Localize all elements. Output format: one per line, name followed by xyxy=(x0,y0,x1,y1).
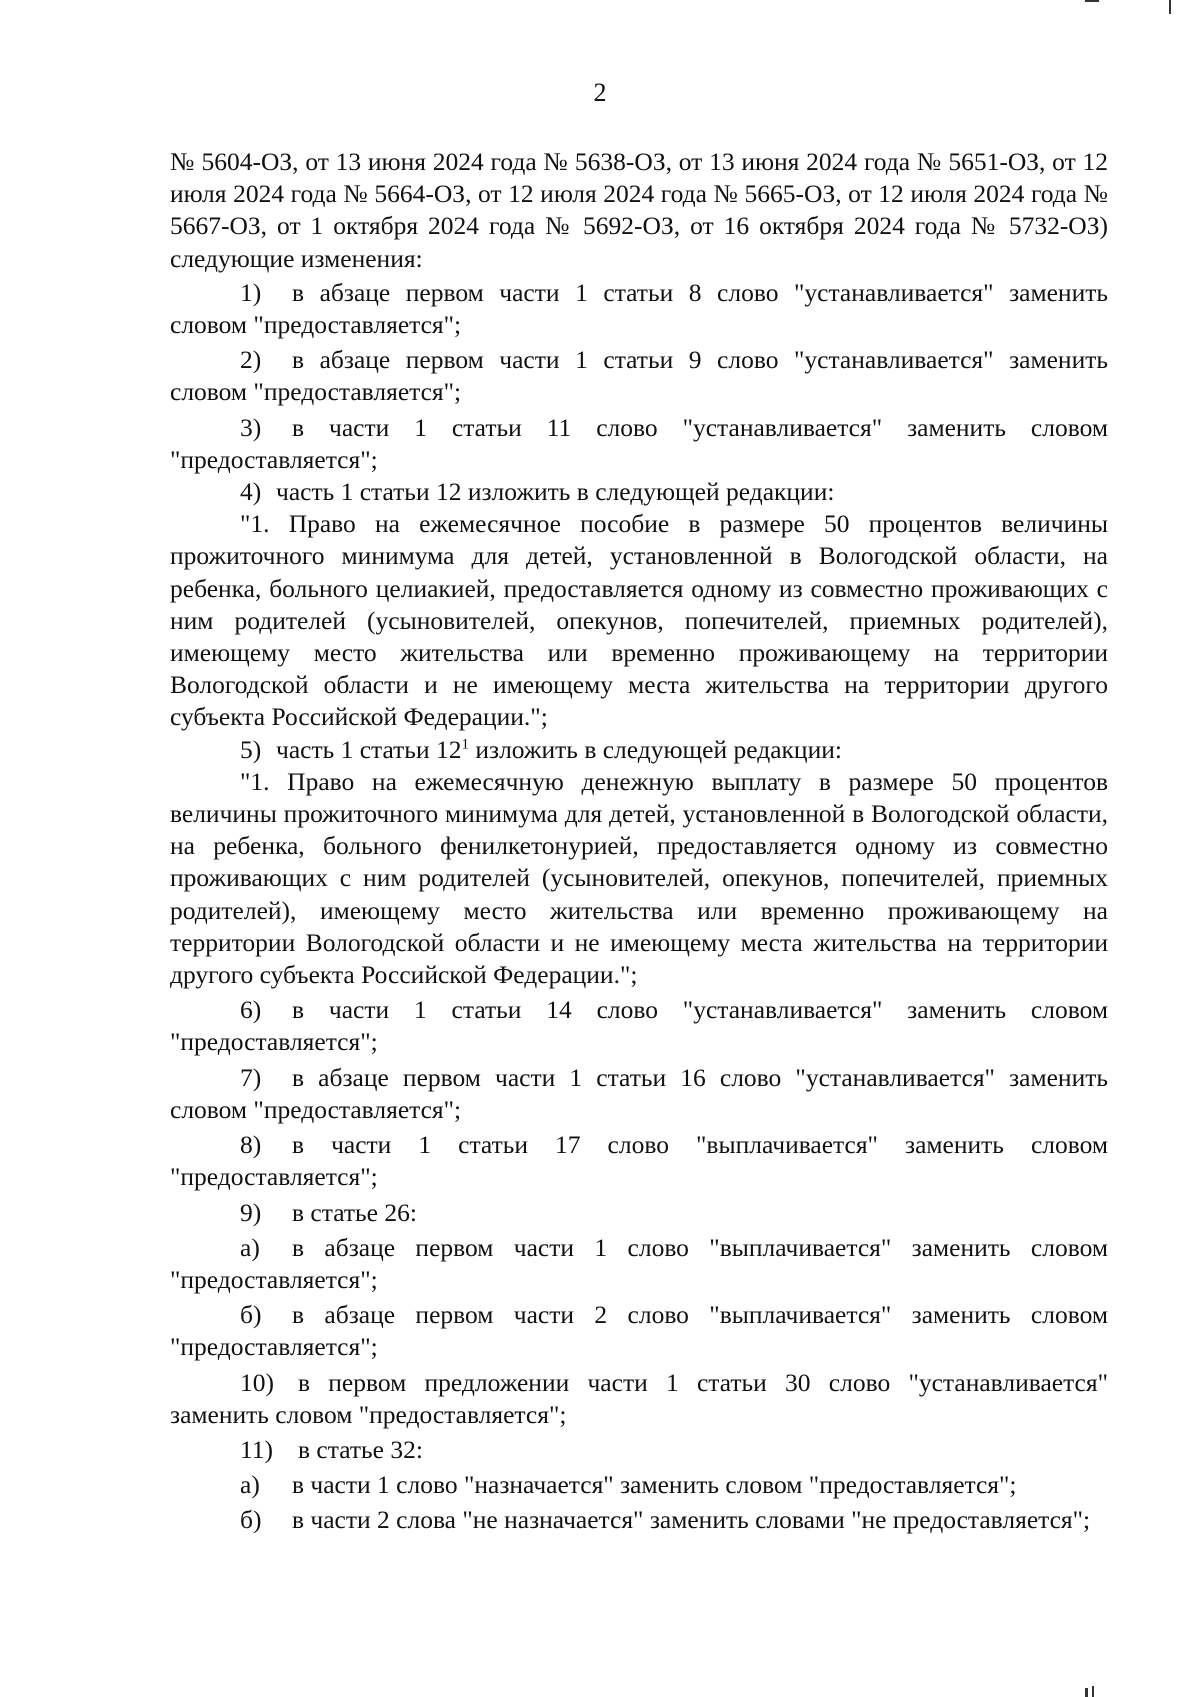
item-text: в статье 26: xyxy=(292,1197,417,1227)
item-text: в статье 32: xyxy=(298,1434,423,1464)
item-text: в части 2 слова "не назначается" заменить словами "не предоставляется"; xyxy=(292,1505,1091,1535)
item-number: б) xyxy=(240,1505,262,1535)
amendment-subitem-9b xyxy=(170,1299,1108,1363)
amendment-item-6 xyxy=(170,994,1108,1058)
scan-mark-top-right xyxy=(1169,0,1171,14)
item-text-after: изложить в следующей редакции: xyxy=(468,734,842,764)
amendment-item-8 xyxy=(170,1129,1108,1193)
scan-mark-top xyxy=(1085,0,1099,2)
item-number: 7) xyxy=(240,1062,262,1092)
item-superscript: 1 xyxy=(461,736,469,753)
item-number: 10) xyxy=(240,1367,274,1397)
item-text: в части 1 статьи 14 слово "устанавливается" заменить словом "предоставляется"; xyxy=(170,995,1108,1057)
amendment-item-10 xyxy=(170,1367,1108,1431)
item-number: 9) xyxy=(240,1197,262,1227)
amendment-item-7 xyxy=(170,1062,1108,1126)
item-text: в части 1 статьи 11 слово "устанавливается" заменить словом "предоставляется"; xyxy=(170,412,1108,474)
item-number: 8) xyxy=(240,1130,262,1160)
quoted-text-article-12: "1. Право на ежемесячное пособие в размере 50 процентов величины прожиточного минимума для детей, установленной в Вологодской области, на ребенка, больного целиакией, предоставляется одному из совместно проживающих с ним родителей (усыновителей, опекунов, попечителей, приемных родителей), имеющему место жительства или временно проживающему на территории Вологодской области и не имеющему места жительства на территории другого субъекта Российской Федерации."; xyxy=(170,509,1108,732)
amendment-subitem-11a xyxy=(170,1469,1108,1501)
quoted-text-article-12-1: "1. Право на ежемесячную денежную выплату в размере 50 процентов величины прожиточного минимума для детей, установленной в Вологодской области, на ребенка, больного фенилкетонурией, предоставляется одному из совместно проживающих с ним родителей (усыновителей, опекунов, попечителей, приемных родителей), имеющему место жительства или временно проживающему на территории Вологодской области и не имеющему места жительства на территории другого субъекта Российской Федерации."; xyxy=(170,766,1108,990)
item-number: 6) xyxy=(240,995,262,1025)
item-number: б) xyxy=(240,1300,262,1330)
amendment-item-5 xyxy=(170,734,1108,766)
item-text: в абзаце первом части 1 статьи 16 слово "устанавливается" заменить словом "предоставляется"; xyxy=(170,1062,1108,1124)
item-text: в абзаце первом части 1 статьи 9 слово "устанавливается" заменить словом "предоставляется"; xyxy=(170,345,1108,407)
item-number: а) xyxy=(240,1470,260,1500)
item-text: в абзаце первом части 1 слово "выплачивается" заменить словом "предоставляется"; xyxy=(170,1232,1108,1294)
item-text: в части 1 слово "назначается" заменить словом "предоставляется"; xyxy=(292,1470,1017,1500)
item-text: в первом предложении части 1 статьи 30 слово "устанавливается" заменить словом "предоставляется"; xyxy=(170,1367,1108,1429)
item-text: в части 1 статьи 17 слово "выплачивается" заменить словом "предоставляется"; xyxy=(170,1130,1108,1192)
intro-paragraph: № 5604-ОЗ, от 13 июня 2024 года № 5638-ОЗ, от 13 июня 2024 года № 5651-ОЗ, от 12 июля 2024 года № 5664-ОЗ, от 12 июля 2024 года № 5665-ОЗ, от 12 июля 2024 года № 5667-ОЗ, от 1 октября 2024 года № 5692-ОЗ, от 16 октября 2024 года № 5732-ОЗ) следующие изменения: xyxy=(170,147,1108,273)
item-number: 3) xyxy=(240,412,262,442)
amendment-item-2 xyxy=(170,344,1108,408)
amendment-item-9 xyxy=(170,1197,1108,1229)
scan-mark-bottom-2 xyxy=(1092,1686,1094,1697)
amendment-subitem-11b xyxy=(170,1504,1108,1536)
item-text: в абзаце первом части 2 слово "выплачивается" заменить словом "предоставляется"; xyxy=(170,1300,1108,1362)
amendment-item-3 xyxy=(170,412,1108,476)
amendment-item-11 xyxy=(170,1434,1108,1466)
amendment-subitem-9a xyxy=(170,1232,1108,1296)
item-number: 5) xyxy=(240,734,262,764)
amendment-item-4 xyxy=(170,476,1108,508)
document-body xyxy=(170,146,1108,1537)
amendment-item-1 xyxy=(170,277,1108,341)
item-number: 11) xyxy=(240,1434,274,1464)
page-number: 2 xyxy=(593,78,607,107)
item-text-before: часть 1 статьи 12 xyxy=(276,734,462,764)
item-number: 1) xyxy=(240,277,262,307)
item-text: часть 1 статьи 12 изложить в следующей редакции: xyxy=(276,477,835,507)
item-text: в абзаце первом части 1 статьи 8 слово "устанавливается" заменить словом "предоставляется"; xyxy=(170,277,1108,340)
item-number: 2) xyxy=(240,345,262,375)
item-number: а) xyxy=(240,1232,260,1262)
item-number: 4) xyxy=(240,477,262,507)
scan-mark-bottom xyxy=(1085,1688,1088,1697)
